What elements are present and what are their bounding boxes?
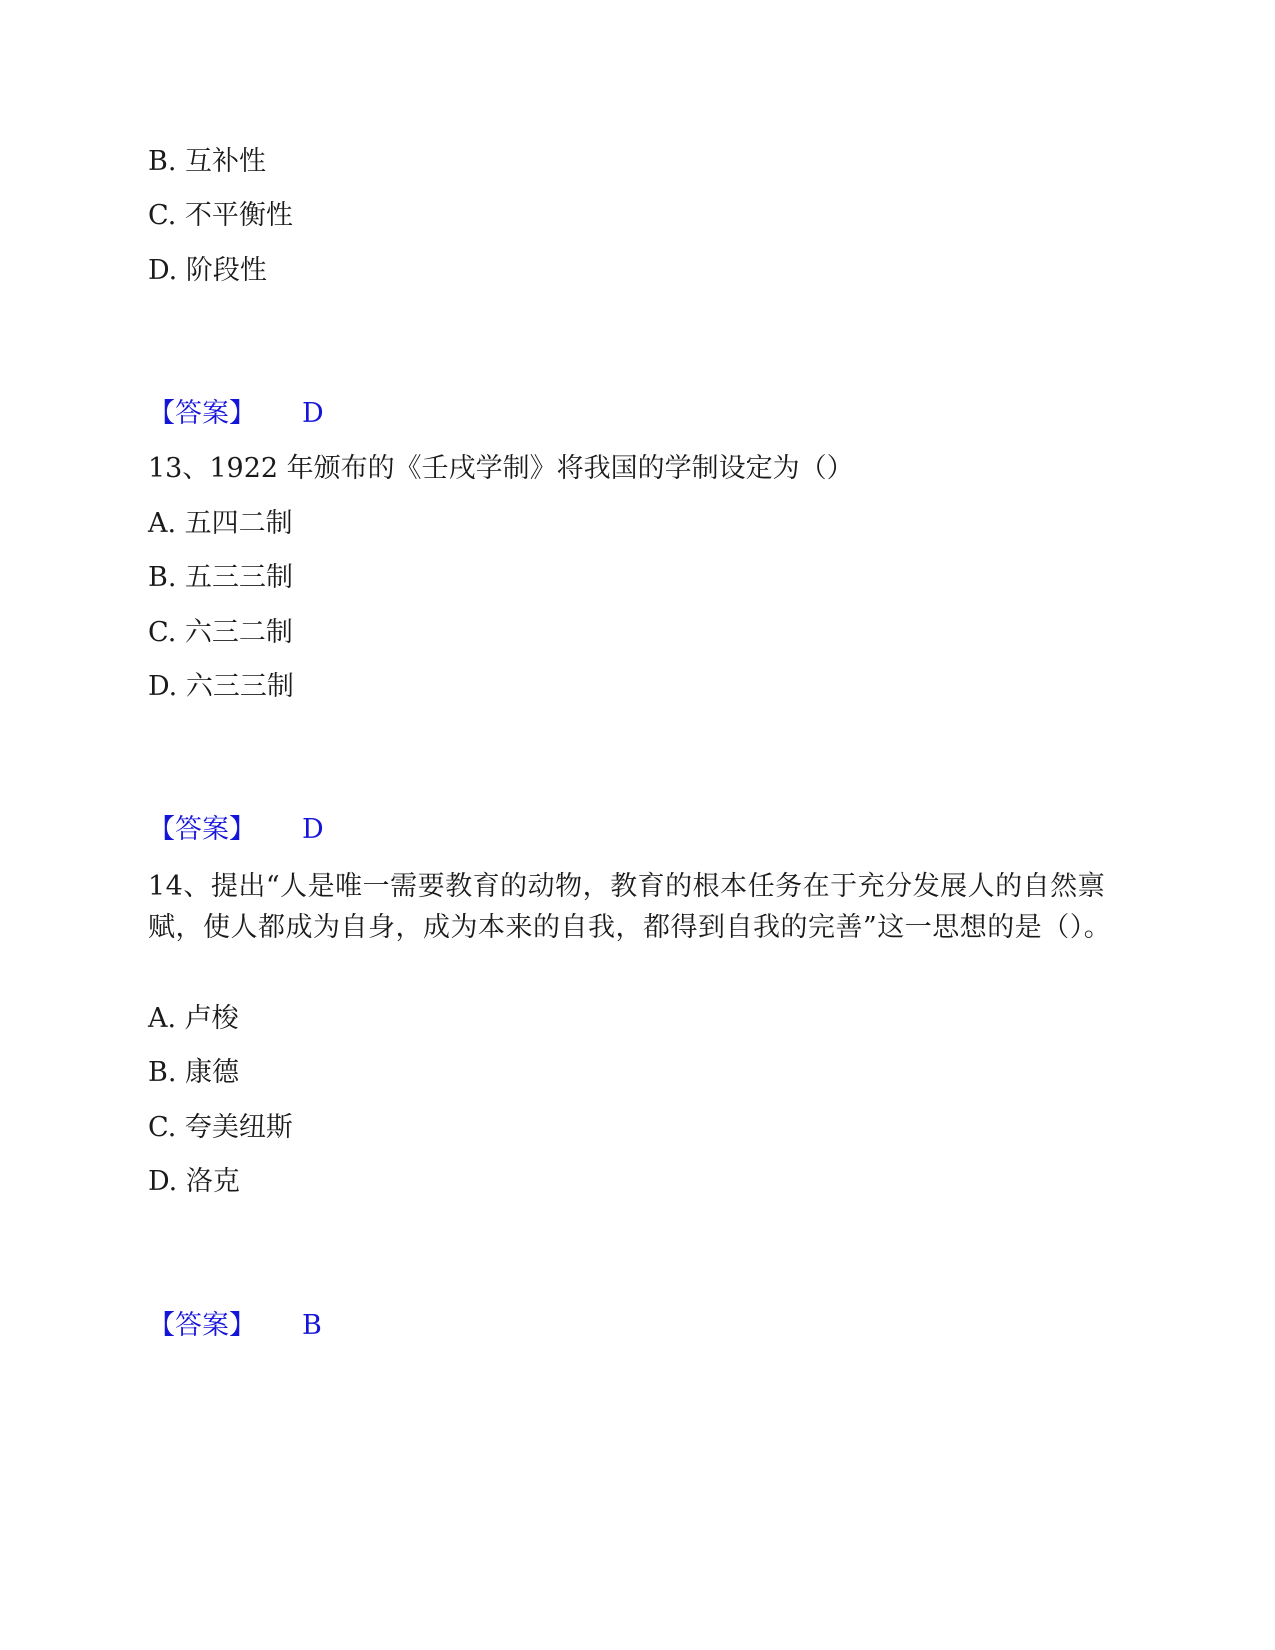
q13-question: 13、1922 年颁布的《壬戌学制》将我国的学制设定为（） [148,453,854,484]
q12-option-c: C. 不平衡性 [148,200,293,231]
answer-value: D [302,814,324,845]
q14-question: 14、提出“人是唯一需要教育的动物，教育的根本任务在于充分发展人的自然禀赋，使人都成为自身，成为本来的自我，都得到自我的完善”这一思想的是（）。 [148,871,1112,943]
answer-label: 【答案】 [148,814,256,845]
q14-option-d: D. 洛克 [148,1166,240,1197]
q14-answer [148,1309,322,1343]
q12-answer [148,397,324,431]
q13-answer [148,813,324,847]
answer-label: 【答案】 [148,1310,256,1341]
q12-option-d: D. 阶段性 [148,255,267,286]
q13-option-c: C. 六三二制 [148,617,293,648]
q13-option-d: D. 六三三制 [148,671,294,702]
q14-option-b: B. 康德 [148,1057,240,1088]
q13-option-a: A. 五四二制 [148,508,293,539]
q14-option-a: A. 卢梭 [148,1003,239,1034]
answer-label: 【答案】 [148,398,256,429]
q12-option-b: B. 互补性 [148,146,267,177]
answer-value: B [302,1310,322,1341]
q14-option-c: C. 夸美纽斯 [148,1112,293,1143]
q13-option-b: B. 五三三制 [148,562,294,593]
answer-value: D [302,398,324,429]
